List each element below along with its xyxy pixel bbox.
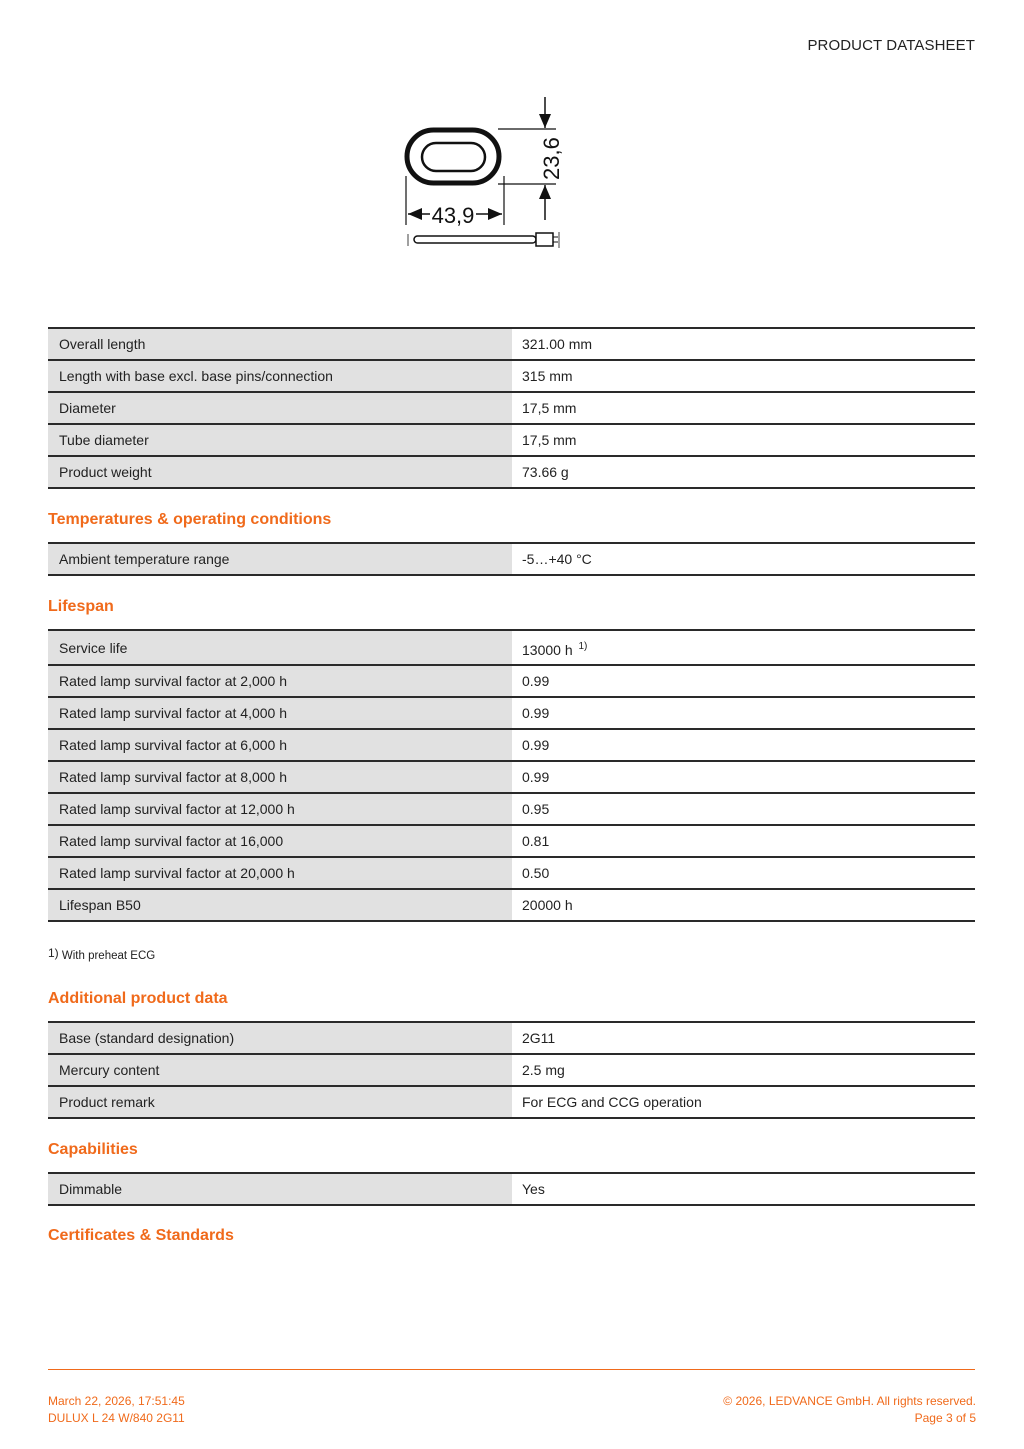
temperatures-section — [48, 511, 975, 533]
section-title: Additional product data — [48, 990, 228, 1007]
section-title: Capabilities — [48, 1141, 138, 1158]
row-value: 2G11 — [512, 1022, 975, 1054]
row-label: Overall length — [48, 328, 512, 360]
footer-left — [48, 1393, 185, 1427]
lamp-cross-section-icon — [398, 92, 578, 257]
table-row — [48, 697, 975, 729]
table-row — [48, 793, 975, 825]
temperatures-table — [48, 542, 975, 576]
lifespan-section — [48, 598, 975, 620]
row-value: 0.50 — [512, 857, 975, 889]
page-header-title: PRODUCT DATASHEET — [807, 37, 975, 54]
row-value: -5…+40 °C — [512, 543, 975, 575]
height-dimension-label: 23,6 — [539, 137, 564, 180]
row-value: 2.5 mg — [512, 1054, 975, 1086]
width-dimension-label: 43,9 — [431, 203, 475, 228]
table-row — [48, 1054, 975, 1086]
table-row — [48, 424, 975, 456]
additional-table-wrap — [48, 1021, 975, 1119]
dimensions-table — [48, 327, 975, 489]
row-label: Mercury content — [48, 1054, 512, 1086]
lifespan-table — [48, 629, 975, 922]
temperatures-table-wrap — [48, 542, 975, 576]
footer-divider — [48, 1369, 975, 1370]
row-value — [512, 630, 975, 665]
section-title: Temperatures & operating conditions — [48, 511, 332, 528]
table-row — [48, 729, 975, 761]
capabilities-table-wrap — [48, 1172, 975, 1206]
additional-section — [48, 990, 975, 1012]
row-label: Length with base excl. base pins/connection — [48, 360, 512, 392]
footer-page-number: Page 3 of 5 — [914, 1411, 976, 1425]
row-label: Tube diameter — [48, 424, 512, 456]
row-label: Rated lamp survival factor at 16,000 — [48, 825, 512, 857]
table-row — [48, 543, 975, 575]
section-title: Lifespan — [48, 598, 114, 615]
footer-product-name: DULUX L 24 W/840 2G11 — [48, 1411, 185, 1425]
row-label: Product remark — [48, 1086, 512, 1118]
row-value: 17,5 mm — [512, 424, 975, 456]
table-row — [48, 360, 975, 392]
table-row — [48, 1173, 975, 1205]
table-row — [48, 665, 975, 697]
table-row — [48, 392, 975, 424]
row-value: 0.95 — [512, 793, 975, 825]
row-label: Service life — [48, 630, 512, 665]
row-value: 17,5 mm — [512, 392, 975, 424]
footer-copyright: © 2026, LEDVANCE GmbH. All rights reserved. — [723, 1394, 976, 1408]
row-label: Rated lamp survival factor at 20,000 h — [48, 857, 512, 889]
footnote-text: With preheat ECG — [61, 950, 156, 962]
section-title: Certificates & Standards — [48, 1227, 234, 1244]
row-value: 0.99 — [512, 697, 975, 729]
capabilities-table — [48, 1172, 975, 1206]
table-row — [48, 1022, 975, 1054]
table-row — [48, 328, 975, 360]
row-value: 20000 h — [512, 889, 975, 921]
row-value: For ECG and CCG operation — [512, 1086, 975, 1118]
row-value: 73.66 g — [512, 456, 975, 488]
row-label: Rated lamp survival factor at 2,000 h — [48, 665, 512, 697]
footer-right — [723, 1393, 976, 1427]
table-row — [48, 761, 975, 793]
row-value: 0.99 — [512, 665, 975, 697]
footnote — [48, 946, 975, 962]
row-value: 321.00 mm — [512, 328, 975, 360]
row-label: Ambient temperature range — [48, 543, 512, 575]
service-life-value: 13000 h — [522, 641, 573, 658]
table-row — [48, 825, 975, 857]
footnote-ref: 1) — [578, 640, 588, 652]
dimensions-section — [48, 327, 975, 489]
certificates-section — [48, 1227, 975, 1249]
row-label: Rated lamp survival factor at 6,000 h — [48, 729, 512, 761]
lamp-side-view-icon — [408, 232, 559, 248]
footer-timestamp: March 22, 2026, 17:51:45 — [48, 1394, 185, 1408]
capabilities-section — [48, 1141, 975, 1163]
row-label: Rated lamp survival factor at 8,000 h — [48, 761, 512, 793]
lifespan-table-wrap — [48, 629, 975, 922]
row-label: Rated lamp survival factor at 4,000 h — [48, 697, 512, 729]
row-label: Rated lamp survival factor at 12,000 h — [48, 793, 512, 825]
row-label: Diameter — [48, 392, 512, 424]
row-value: 0.81 — [512, 825, 975, 857]
row-value: 0.99 — [512, 729, 975, 761]
row-label: Base (standard designation) — [48, 1022, 512, 1054]
table-row — [48, 456, 975, 488]
table-row — [48, 630, 975, 665]
row-value: 0.99 — [512, 761, 975, 793]
row-value: Yes — [512, 1173, 975, 1205]
row-label: Dimmable — [48, 1173, 512, 1205]
row-label: Product weight — [48, 456, 512, 488]
lamp-dimension-drawing — [398, 92, 578, 257]
row-value: 315 mm — [512, 360, 975, 392]
additional-table — [48, 1021, 975, 1119]
footnote-marker: 1) — [48, 946, 59, 960]
table-row — [48, 857, 975, 889]
table-row — [48, 1086, 975, 1118]
table-row — [48, 889, 975, 921]
row-label: Lifespan B50 — [48, 889, 512, 921]
